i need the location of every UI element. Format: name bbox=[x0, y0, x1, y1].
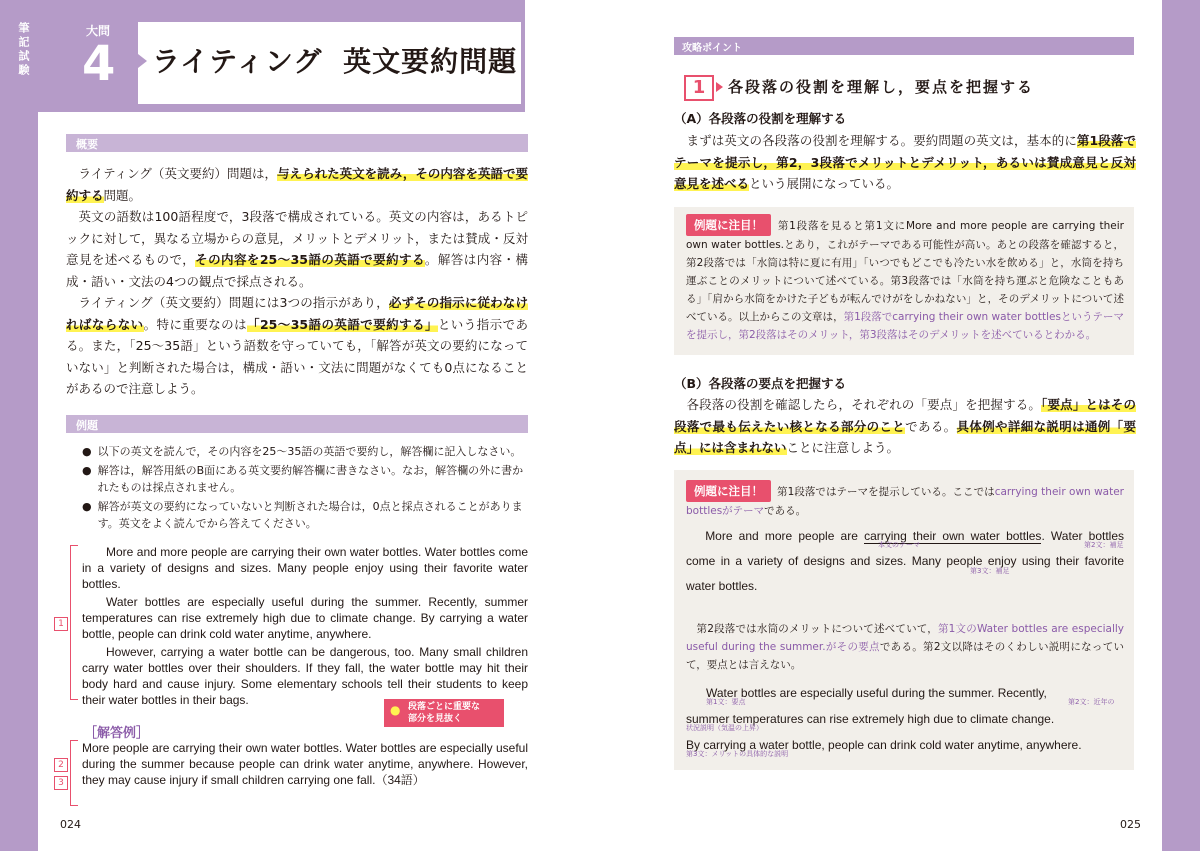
overview-heading: 概要 bbox=[66, 134, 528, 152]
sub-heading-b: （B）各段落の要点を把握する bbox=[674, 376, 847, 391]
section-small-label: 大問 bbox=[86, 24, 111, 38]
english-line: Water bottles are especially useful during the summer. Recently, bbox=[706, 686, 1047, 700]
paragraph-marker-1: 1 bbox=[54, 617, 68, 631]
point-arrow-icon bbox=[716, 82, 723, 92]
title-main: 英文要約問題 bbox=[343, 45, 518, 78]
note-sentence1-key: 第1文：要点 bbox=[706, 698, 746, 706]
left-side-bar bbox=[0, 0, 38, 851]
example-box-1-text: 例題に注目！ 第1段落を見ると第1文にMore and more people are carrying their own water bottles.とあり，これがテーマである可能性が高い。あとの段落を確認すると，第2段落では「水筒は特に夏に有用」「いつでもどこでも冷たい水を飲める」と，水筒を持ち運ぶことのメリットについて述べている。第3段落では「水筒を持ち運ぶと危険なこともある」「肩から水筒をかけた子どもが転んでけがをしかねない」と，そのデメリットについて述べている。以上からこの文章は，第1段落でcarrying their own water bottlesというテーマを提示し，第2段落はそのメリット，第3段落はそのデメリットを述べているとわかる。 bbox=[686, 214, 1124, 344]
passage-paragraph-2: Water bottles are especially useful during the summer. Recently, summer temperatures can rise extremely high due to climate change. By carrying a water bottle, people can drink cold water anytime, anywhere. bbox=[82, 595, 528, 641]
instruction-list bbox=[82, 443, 528, 532]
example-heading: 例題 bbox=[66, 415, 528, 433]
note-sentence3-supplement: 第3文：補足 bbox=[970, 567, 1010, 575]
box2-middle-text: 第2段落では水筒のメリットについて述べていて，第1文のWater bottles are especially useful during the summer.がその要点である。第2文以降はそのくわしい説明になっていて，要点とは言えない。 bbox=[686, 623, 1124, 671]
strategy-bar: 攻略ポイント bbox=[674, 37, 1134, 55]
side-label: 筆記試験 bbox=[17, 22, 30, 78]
english-line: summer temperatures can rise extremely high due to climate change. bbox=[686, 712, 1055, 726]
page-number-left: 024 bbox=[60, 818, 81, 831]
note-sentence2-recent: 第2文：近年の bbox=[1068, 698, 1115, 706]
passage-bracket bbox=[70, 545, 78, 700]
page-number-right: 025 bbox=[1120, 818, 1141, 831]
instruction-item: ● 解答は，解答用紙のB面にある英文要約解答欄に書きなさい。なお，解答欄の外に書かれたものは採点されません。 bbox=[82, 464, 524, 494]
example-box-2-intro: 例題に注目！ 第1段落ではテーマを提示している。ここではcarrying their own water bottlesがテーマである。 bbox=[686, 480, 1124, 520]
tip-badge: ● 段落ごとに重要な 部分を見抜く bbox=[384, 699, 504, 727]
point-number-box: 1 bbox=[684, 75, 714, 101]
answer-heading: ［解答例］ bbox=[84, 726, 150, 741]
title-prefix: ライティング bbox=[152, 45, 323, 78]
instruction-item: ● 解答が英文の要約になっていないと判断された場合は，0点と採点されることがあります。英文をよく読んでから答えてください。 bbox=[82, 500, 523, 530]
overview-paragraph-1: ライティング（英文要約）問題は，与えられた英文を読み，その内容を英語で要約する問題。 bbox=[66, 166, 528, 203]
focus-tag: 例題に注目！ bbox=[686, 480, 771, 502]
overview-text bbox=[66, 163, 528, 400]
instruction-item: ● 以下の英文を読んで，その内容を25〜35語の英語で要約し，解答欄に記入しなさい。 bbox=[82, 445, 522, 458]
box2-english-paragraph-2 bbox=[686, 680, 1124, 758]
sub-a-text: まずは英文の各段落の役割を理解する。要約問題の英文は，基本的に第1段落でテーマを提示し，第2，3段落でメリットとデメリット，あるいは賛成意見と反対意見を述べるという展開になっている。 bbox=[674, 133, 1136, 191]
sub-b-text: 各段落の役割を確認したら，それぞれの「要点」を把握する。「要点」とはその段落で最も伝えたい核となる部分のことである。具体例や詳細な説明は通例「要点」には含まれないことに注意しよう。 bbox=[674, 397, 1136, 455]
bullet-icon: ● bbox=[82, 500, 92, 513]
point-title: 各段落の役割を理解し，要点を把握する bbox=[728, 78, 1035, 96]
sub-heading-a: （A）各段落の役割を理解する bbox=[674, 111, 847, 126]
paragraph-marker-3: 3 bbox=[54, 776, 68, 790]
passage-paragraph-3: However, carrying a water bottle can be dangerous, too. Many small children carry water bottles over their shoulders. If they fall, the water bottle may hit their body hard and cause injury. Some elementary schools tell their students to keep their water bottles in their bags. bbox=[82, 645, 528, 707]
passage bbox=[82, 544, 528, 708]
english-line: By carrying a water bottle, people can drink cold water anytime, anywhere. bbox=[686, 738, 1082, 752]
paragraph-marker-2: 2 bbox=[54, 758, 68, 772]
note-sentence3-example: 第3文：メリットの具体的な説明 bbox=[686, 750, 789, 758]
note-theme: 本文のテーマ bbox=[878, 541, 920, 549]
note-situation: 状況説明（気温の上昇） bbox=[686, 724, 763, 732]
lightbulb-icon: ● bbox=[390, 703, 401, 717]
right-side-bar bbox=[1162, 0, 1200, 851]
title-arrow-icon bbox=[138, 54, 147, 68]
answer-bracket bbox=[70, 740, 78, 806]
focus-tag: 例題に注目！ bbox=[686, 214, 771, 236]
page-title bbox=[152, 40, 517, 80]
box2-english-paragraph-1: More and more people are carrying their own water bottles. Water bottles come in a variety of designs and sizes. Many people enjoy using their favorite water bottles. bbox=[686, 529, 1125, 593]
passage-paragraph-1: More and more people are carrying their own water bottles. Water bottles come in a variety of designs and sizes. Many people enjoy using their favorite water bottles. bbox=[82, 545, 528, 591]
bullet-icon: ● bbox=[82, 445, 92, 458]
overview-paragraph-2: 英文の語数は100語程度で，3段落で構成されている。英文の内容は，あるトピックに対して，異なる立場からの意見，メリットとデメリット，または賛成・反対意見を述べるもので，その内容を25〜35語の英語で要約する。解答は内容・構成・語い・文法の4つの観点で採点される。 bbox=[66, 209, 528, 289]
note-sentence2-supplement: 第2文：補足 bbox=[1084, 541, 1124, 549]
bullet-icon: ● bbox=[82, 464, 92, 477]
answer-text: More people are carrying their own water bottles. Water bottles are especially useful during the summer because people can drink water anytime, anywhere. However, they may cause injury if small children carrying one fall.（34語） bbox=[82, 741, 528, 787]
section-number: 4 bbox=[82, 36, 116, 92]
overview-paragraph-3: ライティング（英文要約）問題には3つの指示があり，必ずその指示に従わなければならない。特に重要なのは「25〜35語の英語で要約する」という指示である。また，「25〜35語」という語数を守っていても，「解答が英文の要約になっていない」と判断された場合は，構成・語い・文法に問題がなくても0点になることがあるので注意しよう。 bbox=[66, 295, 528, 396]
